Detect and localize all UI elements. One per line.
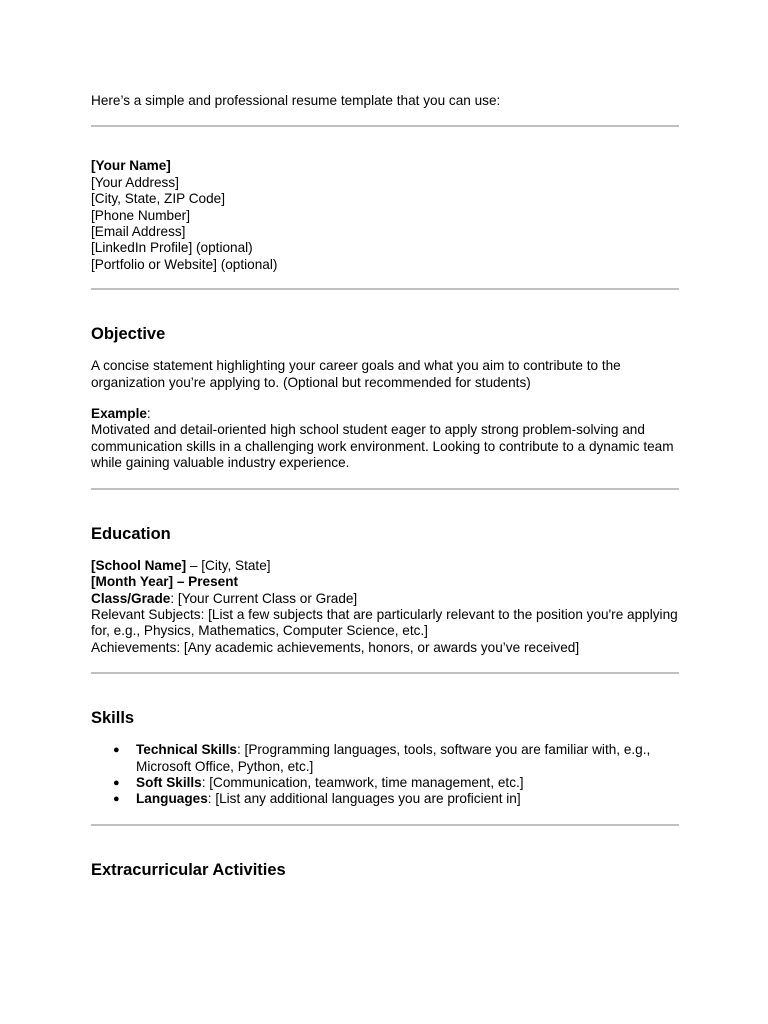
contact-email: [Email Address] [91, 224, 186, 240]
bullet-icon: ● [113, 744, 120, 757]
education-heading: Education [91, 524, 171, 543]
skill-text: : [Programming languages, tools, software you are familiar with, e.g., Microsoft Office, Python, etc.] [136, 742, 651, 774]
skill-label: Technical Skills [136, 742, 237, 758]
education-section [91, 524, 679, 656]
contact-block [91, 158, 679, 273]
contact-city: [City, State, ZIP Code] [91, 191, 225, 207]
school-location: – [City, State] [186, 557, 271, 573]
document-content [91, 93, 679, 880]
your-name: [Your Name] [91, 158, 171, 174]
school-name: [School Name] [91, 557, 187, 573]
skill-text: : [Communication, teamwork, time management, etc.] [201, 774, 524, 790]
skill-label: Languages [136, 791, 208, 807]
achievements: Achievements: [Any academic achievements, honors, or awards you’ve received] [91, 639, 580, 655]
contact-portfolio: [Portfolio or Website] (optional) [91, 256, 278, 272]
example-label-line [91, 406, 679, 422]
intro-text: Here’s a simple and professional resume template that you can use: [91, 93, 501, 108]
bullet-icon: ● [113, 776, 120, 789]
objective-section [91, 324, 679, 471]
skill-label: Soft Skills [136, 774, 202, 790]
extracurricular-section [91, 860, 679, 880]
example-label: Example [91, 406, 147, 422]
objective-heading: Objective [91, 325, 166, 344]
school-dates: [Month Year] – Present [91, 574, 239, 590]
extracurricular-heading: Extracurricular Activities [91, 860, 286, 879]
skill-text: : [List any additional languages you are proficient in] [207, 791, 521, 807]
school-line [91, 558, 679, 574]
class-grade-line [91, 591, 679, 607]
relevant-subjects: Relevant Subjects: [List a few subjects that are particularly relevant to the position you're applying for, e.g., Physics, Mathematics, Computer Science, etc.] [91, 606, 678, 639]
example-colon: : [146, 406, 151, 422]
list-item [91, 791, 679, 807]
objective-text: A concise statement highlighting your career goals and what you aim to contribute to the organization you’re applying to. (Optional but recommended for students) [91, 358, 621, 390]
list-item [91, 742, 679, 775]
skills-heading: Skills [91, 709, 135, 728]
example-text: Motivated and detail-oriented high school student eager to apply strong problem-solving and communication skills in a challenging work environment. Looking to contribute to a dynamic team while gaining valuable industry experience. [91, 422, 674, 471]
bullet-icon: ● [113, 793, 120, 806]
class-grade-value: : [Your Current Class or Grade] [170, 590, 358, 606]
contact-phone: [Phone Number] [91, 207, 190, 223]
contact-linkedin: [LinkedIn Profile] (optional) [91, 240, 253, 256]
contact-address: [Your Address] [91, 174, 179, 190]
skills-list [91, 742, 679, 808]
class-grade-label: Class/Grade [91, 590, 171, 606]
list-item [91, 775, 679, 791]
skills-section [91, 708, 679, 808]
